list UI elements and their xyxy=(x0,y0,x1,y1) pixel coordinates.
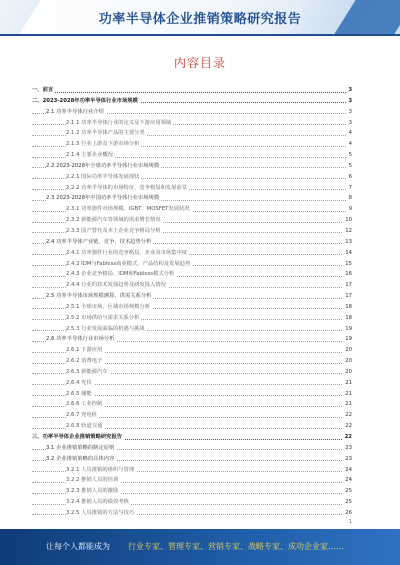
toc-entry[interactable] xyxy=(32,508,352,519)
toc-entry[interactable] xyxy=(32,204,352,215)
toc-entry-page: 4 xyxy=(347,128,352,139)
toc-entry[interactable] xyxy=(32,172,352,183)
toc-entry[interactable] xyxy=(32,139,352,150)
toc-entry-page: 7 xyxy=(347,183,352,194)
toc-entry[interactable] xyxy=(32,259,352,270)
toc-entry-label: 2.1.2 功率半导体产品的主要分类 xyxy=(66,128,147,139)
toc-entry[interactable] xyxy=(32,432,352,443)
toc-entry-page: 18 xyxy=(343,302,352,313)
toc-entry-page: 20 xyxy=(343,345,352,356)
toc-entry-page: 13 xyxy=(343,237,352,248)
toc-entry-label: 2.5.2 市场供给与需求关系分析 xyxy=(66,313,141,324)
toc-entry-page: 3 xyxy=(347,118,352,129)
toc-entry-label: 2.6.2 消费电子 xyxy=(66,356,104,367)
toc-entry-page: 12 xyxy=(343,226,352,237)
toc-entry-page: 3 xyxy=(346,96,352,107)
toc-entry[interactable] xyxy=(32,183,352,194)
toc-entry[interactable] xyxy=(32,226,352,237)
toc-entry-label: 二、2023-2028年功率半导体行业市场规模 xyxy=(32,96,140,107)
toc-entry-page: 24 xyxy=(343,475,352,486)
toc-entry-page: 16 xyxy=(343,269,352,280)
toc-entry-label: 2.1.3 行业上游及下游市场分析 xyxy=(66,139,141,150)
toc-entry-label: 3.2.1 人员推销的组织与管理 xyxy=(66,465,136,476)
toc-entry-label: 2.2.1 国际功率半导体发展现状 xyxy=(66,172,141,183)
toc-entry[interactable] xyxy=(32,215,352,226)
toc-entry-page: 25 xyxy=(343,486,352,497)
toc-entry-page: 3 xyxy=(346,85,352,96)
toc-entry-page: 19 xyxy=(343,324,352,335)
toc-entry-label: 2.3.1 功率器件市场规模、IGBT、MOSFET发展状况 xyxy=(66,204,192,215)
toc-entry[interactable] xyxy=(32,128,352,139)
toc-entry-label: 2.3.3 国产替代及本土企业竞争格局分析 xyxy=(66,226,163,237)
toc-entry-label: 2.4.4 行业的技术发展趋势及研发投入情况 xyxy=(66,280,168,291)
toc-entry-label: 3.2.3 推销人员的激励 xyxy=(66,486,120,497)
toc-entry-page: 10 xyxy=(343,215,352,226)
page-number: 1 xyxy=(348,519,352,525)
toc-entry-page: 20 xyxy=(343,356,352,367)
toc-entry-page: 5 xyxy=(347,150,352,161)
toc-entry[interactable] xyxy=(32,389,352,400)
toc-entry-page: 18 xyxy=(343,313,352,324)
toc-entry[interactable] xyxy=(32,345,352,356)
toc-entry[interactable] xyxy=(32,356,352,367)
toc-entry-label: 2.6.8 轨道交通 xyxy=(66,421,104,432)
toc-entry-label: 3.2.5 人员推销的方法与技巧 xyxy=(66,508,136,519)
page-header xyxy=(0,0,400,34)
toc-entry-page: 15 xyxy=(343,259,352,270)
toc-entry-label: 2.5.1 全球市场、区域市场规模分析 xyxy=(66,302,152,313)
toc-entry-page: 17 xyxy=(343,291,352,302)
toc-entry-page: 22 xyxy=(343,410,352,421)
toc-entry-page: 23 xyxy=(343,454,352,465)
toc-entry-page: 17 xyxy=(343,280,352,291)
toc-entry-page: 6 xyxy=(347,172,352,183)
toc-entry-label: 3.2.4 推销人员的绩效考核 xyxy=(66,497,131,508)
toc-entry[interactable] xyxy=(32,410,352,421)
page-footer xyxy=(0,529,400,565)
toc-entry-label: 2.6.7 充电桩 xyxy=(66,410,99,421)
toc-entry[interactable] xyxy=(32,161,352,172)
toc-entry-label: 2.2 2023-2028年全球功率半导体行业市场规模 xyxy=(46,161,161,172)
toc-entry-page: 24 xyxy=(343,465,352,476)
toc-entry-label: 2.6.3 新能源汽车 xyxy=(66,367,110,378)
toc-entry-label: 2.1.1 功率半导体行业的定义及下游应用领域 xyxy=(66,118,173,129)
toc-entry[interactable] xyxy=(32,475,352,486)
toc-entry[interactable] xyxy=(32,421,352,432)
toc-entry-label: 2.6 功率半导体行业市场分析 xyxy=(46,334,116,345)
toc-entry-page: 25 xyxy=(343,497,352,508)
toc-entry-label: 一、前言 xyxy=(32,85,55,96)
toc-entry[interactable] xyxy=(32,107,352,118)
toc-entry-page: 23 xyxy=(343,443,352,454)
toc-entry[interactable] xyxy=(32,150,352,161)
toc-entry[interactable] xyxy=(32,497,352,508)
toc-entry-page: 21 xyxy=(343,399,352,410)
toc-entry-label: 2.4.3 企业竞争格局、IDM和Fabless模式分析 xyxy=(66,269,176,280)
toc-entry-page: 22 xyxy=(343,421,352,432)
toc-entry[interactable] xyxy=(32,334,352,345)
toc-entry-page: 22 xyxy=(343,432,352,443)
toc-entry-page: 14 xyxy=(343,248,352,259)
toc-entry[interactable] xyxy=(32,302,352,313)
toc-entry-label: 2.6.5 储能 xyxy=(66,389,94,400)
header-divider xyxy=(0,34,400,36)
toc-entry-label: 2.6.6 工业控制 xyxy=(66,399,104,410)
toc-entry[interactable] xyxy=(32,96,352,107)
toc-entry-page: 26 xyxy=(343,508,352,519)
footer-slogan: 让每个人都能成为 xyxy=(46,542,110,551)
toc-entry-label: 2.2.2 功率半导体的市场特征、竞争格局和发展前景 xyxy=(66,183,189,194)
toc-entry-label: 三、功率半导体企业推销策略研究报告 xyxy=(32,432,124,443)
toc-entry[interactable] xyxy=(32,85,352,96)
toc-entry[interactable] xyxy=(32,324,352,335)
toc-entry-page: 8 xyxy=(347,193,352,204)
toc-entry[interactable] xyxy=(32,443,352,454)
toc-entry[interactable] xyxy=(32,454,352,465)
toc-entry-page: 5 xyxy=(347,161,352,172)
toc-entry[interactable] xyxy=(32,313,352,324)
toc-entry[interactable] xyxy=(32,465,352,476)
toc-entry-label: 2.4 功率半导体产业链、竞争、技术趋势分析 xyxy=(46,237,153,248)
toc-entry[interactable] xyxy=(32,269,352,280)
toc-entry-label: 2.6.4 光伏 xyxy=(66,378,94,389)
toc-entry-page: 20 xyxy=(343,367,352,378)
footer-roles: 行业专家、管理专家、营销专家、战略专家、成功企业家…… xyxy=(128,542,344,551)
toc-entry-label: 2.4.1 功率器件行业的竞争格局、企业及市场集中度 xyxy=(66,248,189,259)
toc-entry-label: 2.3.2 新能源汽车等领域的需求增长情况 xyxy=(66,215,163,226)
toc-entry-page: 3 xyxy=(347,107,352,118)
toc-entry[interactable] xyxy=(32,399,352,410)
toc-entry-label: 2.1.4 主要企业概况 xyxy=(66,150,115,161)
report-title: 功率半导体企业推销策略研究报告 xyxy=(98,12,302,27)
toc-entry-page: 4 xyxy=(347,139,352,150)
table-of-contents xyxy=(32,85,352,519)
toc-entry[interactable] xyxy=(32,248,352,259)
toc-entry-label: 2.4.2 IDM与Fabless商业模式、产品结构及发展趋势 xyxy=(66,259,192,270)
toc-entry-label: 2.5 功率半导体市场规模测算、供需关系分析 xyxy=(46,291,153,302)
toc-entry-label: 3.2 企业推销策略的具体内容 xyxy=(46,454,116,465)
toc-entry-label: 2.5.3 行业发展面临的机遇与挑战 xyxy=(66,324,147,335)
toc-entry[interactable] xyxy=(32,118,352,129)
toc-entry-label: 3.2.2 推销人员的培训 xyxy=(66,475,120,486)
toc-entry[interactable] xyxy=(32,291,352,302)
toc-entry-page: 21 xyxy=(343,389,352,400)
toc-heading: 内容目录 xyxy=(173,56,226,70)
toc-entry-label: 2.6.1 下游应用 xyxy=(66,345,104,356)
toc-entry[interactable] xyxy=(32,486,352,497)
toc-entry-label: 3.1 企业推销策略的制定原则 xyxy=(46,443,116,454)
toc-entry-label: 2.1 功率半导体行业介绍 xyxy=(46,107,106,118)
toc-entry[interactable] xyxy=(32,237,352,248)
toc-entry[interactable] xyxy=(32,378,352,389)
toc-entry[interactable] xyxy=(32,193,352,204)
toc-leader-dots xyxy=(32,92,346,93)
toc-entry[interactable] xyxy=(32,367,352,378)
toc-entry[interactable] xyxy=(32,280,352,291)
toc-entry-label: 2.3 2023-2028年中国功率半导体行业市场规模 xyxy=(46,193,161,204)
toc-entry-page: 19 xyxy=(343,334,352,345)
toc-entry-page: 9 xyxy=(347,204,352,215)
toc-entry-page: 21 xyxy=(343,378,352,389)
